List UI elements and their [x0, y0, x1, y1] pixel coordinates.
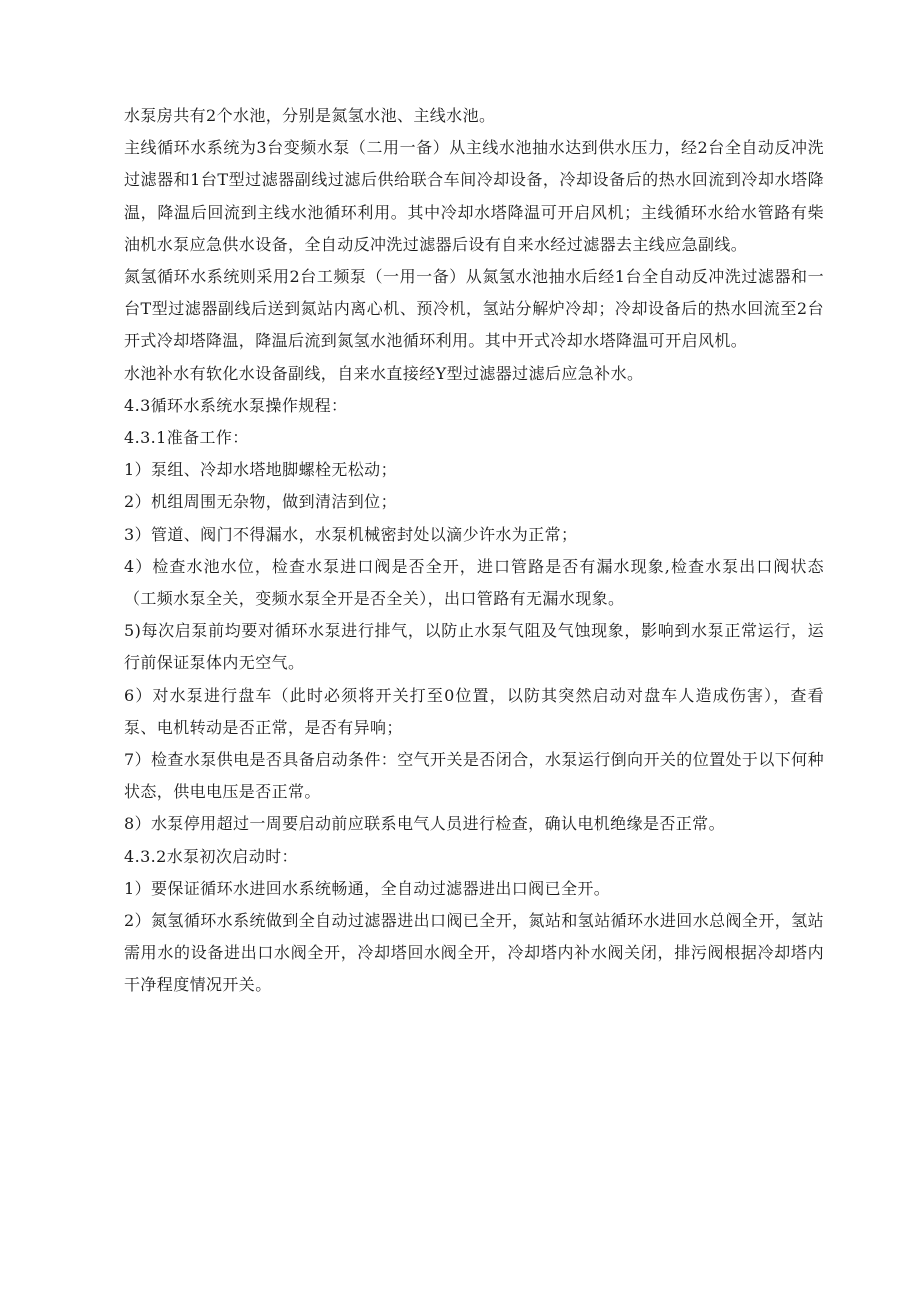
- paragraph-nitrogen-hydrogen-system: 氮氢循环水系统则采用2台工频泵（一用一备）从氮氢水池抽水后经1台全自动反冲洗过滤器和一台T型过滤器副线后送到氮站内离心机、预冷机，氢站分解炉冷却；冷却设备后的热水回流至2台开式冷却塔降温，降温后流到氮氢水池循环利用。其中开式冷却水塔降温可开启风机。: [124, 267, 824, 351]
- list-item: 8）水泵停用超过一周要启动前应联系电气人员进行检查，确认电机绝缘是否正常。: [124, 814, 725, 834]
- paragraph-pool-intro: 水泵房共有2个水池，分别是氮氢水池、主线水池。: [124, 106, 496, 125]
- section-heading-4-3-1: 4.3.1准备工作：: [124, 428, 249, 448]
- list-item: 5)每次启泵前均要对循环水泵进行排气，以防止水泵气阻及气蚀现象，影响到水泵正常运行，运行前保证泵体内无空气。: [124, 621, 824, 673]
- section-heading-4-3-2: 4.3.2水泵初次启动时：: [124, 846, 298, 866]
- list-item: 7）检查水泵供电是否具备启动条件：空气开关是否闭合，水泵运行倒向开关的位置处于以下何种状态，供电电压是否正常。: [124, 750, 824, 802]
- list-item: 1）泵组、冷却水塔地脚螺栓无松动；: [124, 460, 397, 480]
- list-item: 4）检查水池水位，检查水泵进口阀是否全开，进口管路是否有漏水现象,检查水泵出口阀状态（工频水泵全关，变频水泵全开是否全关），出口管路有无漏水现象。: [124, 556, 824, 609]
- document-body: [124, 100, 824, 1002]
- list-item: 2）氮氢循环水系统做到全自动过滤器进出口阀已全开，氮站和氢站循环水进回水总阀全开，氢站需用水的设备进出口水阀全开，冷却塔回水阀全开，冷却塔内补水阀关闭，排污阀根据冷却塔内干净程度情况开关。: [124, 911, 824, 995]
- list-item: 2）机组周围无杂物，做到清洁到位；: [124, 492, 397, 512]
- paragraph-main-line-system: 主线循环水系统为3台变频水泵（二用一备）从主线水池抽水达到供水压力，经2台全自动反冲洗过滤器和1台T型过滤器副线过滤后供给联合车间冷却设备，冷却设备后的热水回流到冷却水塔降温，降温后回流到主线水池循环利用。其中冷却水塔降温可开启风机；主线循环水给水管路有柴油机水泵应急供水设备，全自动反冲洗过滤器后设有自来水经过滤器去主线应急副线。: [124, 138, 824, 254]
- list-item: 6）对水泵进行盘车（此时必须将开关打至0位置，以防其突然启动对盘车人造成伤害），查看泵、电机转动是否正常，是否有异响；: [124, 685, 824, 737]
- list-item: 1）要保证循环水进回水系统畅通，全自动过滤器进出口阀已全开。: [124, 878, 611, 898]
- paragraph-pool-makeup: 水池补水有软化水设备副线，自来水直接经Y型过滤器过滤后应急补水。: [124, 363, 644, 383]
- section-heading-4-3: 4.3循环水系统水泵操作规程：: [124, 395, 348, 415]
- list-item: 3）管道、阀门不得漏水，水泵机械密封处以滴少许水为正常；: [124, 524, 578, 544]
